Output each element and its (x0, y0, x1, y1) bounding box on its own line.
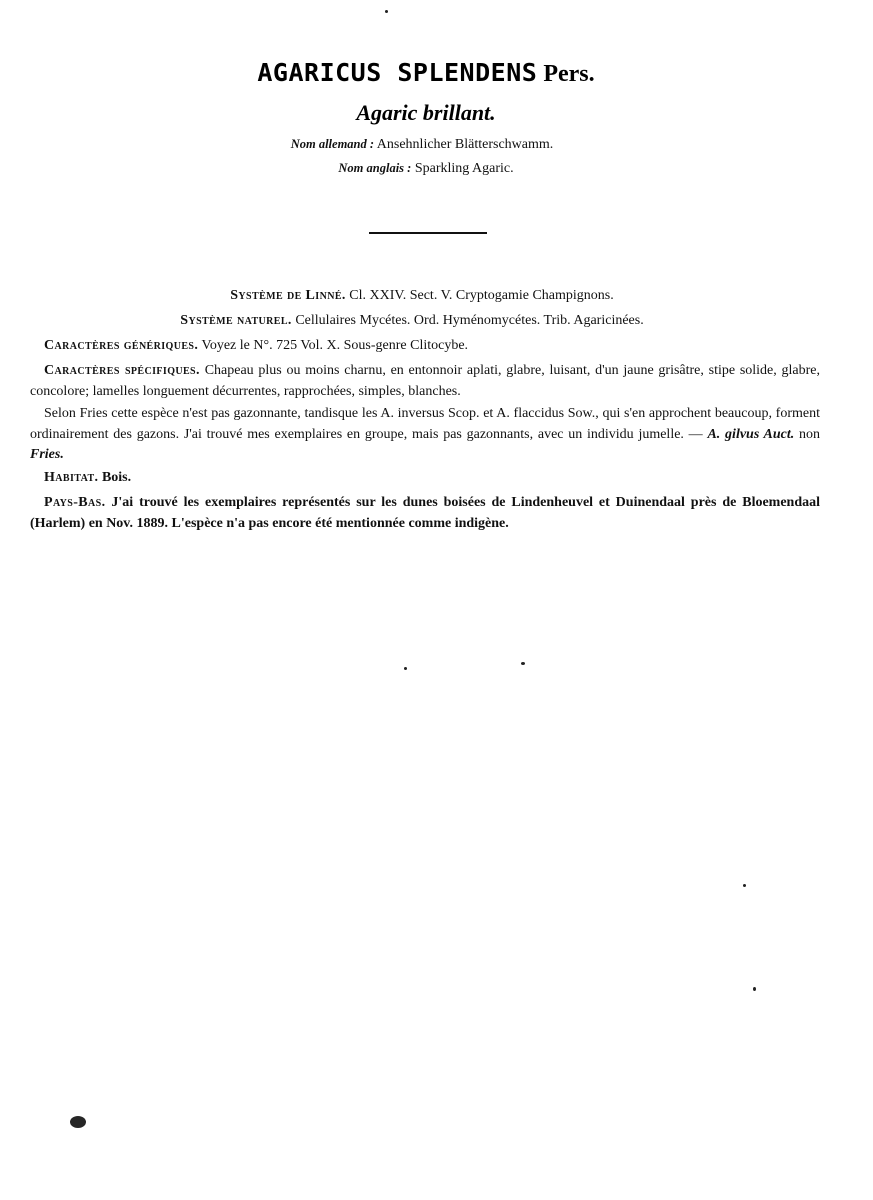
ink-speck (404, 667, 407, 670)
generic-characters-paragraph (30, 336, 820, 357)
german-name-line (0, 137, 848, 153)
generic-characters-label: Caractères génériques. (44, 338, 199, 353)
habitat-label: Habitat. (44, 470, 99, 485)
synonym-non: non (799, 426, 821, 442)
fries-paragraph (30, 404, 820, 466)
synonym-name: A. gilvus Auct. (707, 426, 795, 442)
netherlands-label: Pays-Bas. (44, 495, 106, 510)
netherlands-paragraph (30, 493, 820, 534)
species-name: AGARICUS SPLENDENS (257, 58, 538, 87)
specific-characters-text: Chapeau plus ou moins charnu, en entonnoir aplati, glabre, luisant, d'un jaune grisâtre, stipe solide, glabre, concolore; lamelles longuement décurrentes, rapprochées, simples, blanches. (30, 363, 821, 399)
fries-text: Selon Fries cette espèce n'est pas gazonnante, tandisque les A. inversus Scop. et A. flaccidus Sow., qui s'en approchent beaucoup, forment ordinairement des gazons. J'ai trouvé mes exemplaires en groupe, mais pas gazonnants, avec un individu jumelle. — (30, 406, 820, 442)
german-name: Ansehnlicher Blätterschwamm. (376, 137, 554, 152)
natural-system-line (0, 311, 838, 331)
ink-speck (743, 884, 746, 887)
netherlands-text: J'ai trouvé les exemplaires représentés sur les dunes boisées de Lindenheuvel et Duinendaal près de Bloemendaal (Harlem) en Nov. 1889. L'espèce n'a pas encore été mentionnée comme indigène. (30, 495, 821, 531)
ink-smudge (70, 1116, 86, 1128)
divider-rule (369, 232, 487, 234)
ink-speck (753, 987, 756, 991)
german-name-label: Nom allemand : (290, 137, 375, 151)
ink-speck (385, 10, 388, 13)
english-name-line (0, 161, 852, 177)
natural-system-label: Système naturel. (180, 313, 292, 328)
linne-text: Cl. XXIV. Sect. V. Cryptogamie Champignons. (349, 288, 614, 303)
page-title (0, 58, 852, 88)
english-name-label: Nom anglais : (338, 161, 412, 175)
english-name: Sparkling Agaric. (414, 161, 514, 176)
specific-characters-label: Caractères spécifiques. (44, 363, 200, 378)
linne-label: Système de Linné. (230, 288, 346, 303)
habitat-paragraph (30, 468, 820, 489)
species-author: Pers. (543, 61, 595, 87)
ink-speck (521, 662, 525, 665)
natural-system-text: Cellulaires Mycétes. Ord. Hyménomycétes. Trib. Agaricinées. (295, 313, 644, 328)
synonym-author: Fries. (30, 447, 64, 462)
generic-characters-text: Voyez le N°. 725 Vol. X. Sous-genre Clitocybe. (201, 338, 469, 353)
french-common-name: Agaric brillant. (356, 100, 496, 125)
linne-system-line (0, 286, 848, 306)
specific-characters-paragraph (30, 361, 820, 402)
habitat-text: Bois. (101, 470, 132, 485)
